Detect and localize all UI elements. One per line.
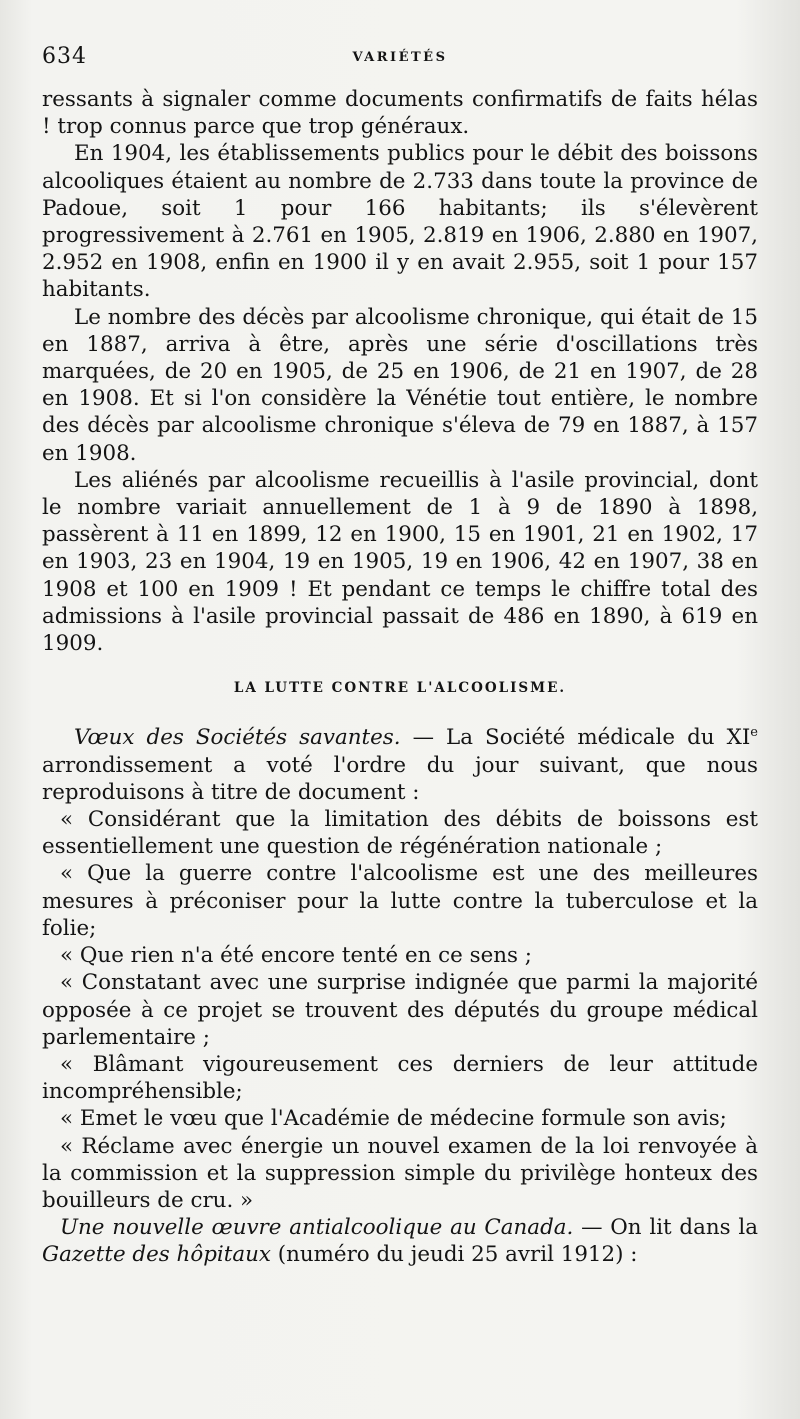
quote-item-2: « Que la guerre contre l'alcoolisme est une des meilleures mesures à préconiser pour la lutte contre la tuberculose et la folie; [42,861,758,941]
voeux-intro-b: arrondissement a voté l'ordre du jour suivant, que nous reproduisons à titre de document : [42,752,758,805]
canada-heading: Une nouvelle œuvre antialcoolique au Canada. [60,1215,574,1241]
canada-text-b: (numéro du jeudi 25 avril 1912) : [270,1242,638,1268]
quote-item-5: « Blâmant vigoureusement ces derniers de leur attitude incompréhensible; [42,1051,758,1105]
paragraph-canada [42,1214,758,1268]
paragraph-debits-boissons: En 1904, les établissements publics pour le débit des boissons alcooliques étaient au nombre de 2.733 dans toute la province de Padoue, soit 1 pour 166 habitants; ils s'élevèrent progressivement à 2.761 en 1905, 2.819 en 1906, 2.880 en 1907, 2.952 en 1908, enfin en 1900 il y en avait 2.955, soit 1 pour 157 habitants. [42,141,758,303]
page-header [42,44,758,76]
voeux-intro-a: — La Société médicale du XI [400,725,751,751]
quote-item-7: « Réclame avec énergie un nouvel examen de la loi renvoyée à la commission et la suppression simple du privilège honteux des bouilleurs de cru. » [42,1133,758,1213]
quote-item-3: « Que rien n'a été encore tenté en ce sens ; [60,943,533,969]
quote-item-4: « Constatant avec une surprise indignée que parmi la majorité opposée à ce projet se trouvent des députés du groupe médical parlementaire ; [42,970,758,1050]
canada-text-a: — On lit dans la [573,1215,758,1241]
page-number: 634 [42,44,87,69]
paragraph-deces-alcoolisme: Le nombre des décès par alcoolisme chronique, qui était de 15 en 1887, arriva à être, après une série d'oscillations très marquées, de 20 en 1905, de 25 en 1906, de 21 en 1907, de 28 en 1908. Et si l'on considère la Vénétie tout entière, le nombre des décès par alcoolisme chronique s'éleva de 79 en 1887, à 157 en 1908. [42,304,758,466]
quote-item-1: « Considérant que la limitation des débits de boissons est essentiellement une question de régénération nationale ; [42,807,758,860]
voeux-heading: Vœux des Sociétés savantes. [74,725,401,751]
paragraph-voeux [42,724,758,806]
quote-item-6: « Emet le vœu que l'Académie de médecine formule son avis; [60,1106,727,1132]
section-title: LA LUTTE CONTRE L'ALCOOLISME. [233,680,567,697]
paragraph-continuation: ressants à signaler comme documents confirmatifs de faits hélas ! trop connus parce que trop généraux. [42,87,758,140]
running-title: VARIÉTÉS [352,50,448,65]
voeux-intro-sup: e [750,725,758,741]
paragraph-alienes: Les aliénés par alcoolisme recueillis à l'asile provincial, dont le nombre variait annuellement de 1 à 9 de 1890 à 1898, passèrent à 11 en 1899, 12 en 1900, 15 en 1901, 21 en 1902, 17 en 1903, 23 en 1904, 19 en 1905, 19 en 1906, 42 en 1907, 38 en 1908 et 100 en 1909 ! Et pendant ce temps le chiffre total des admissions à l'asile provincial passait de 486 en 1890, à 619 en 1909. [42,467,758,657]
page-body [42,86,758,1269]
journal-title: Gazette des hôpitaux [42,1242,271,1268]
